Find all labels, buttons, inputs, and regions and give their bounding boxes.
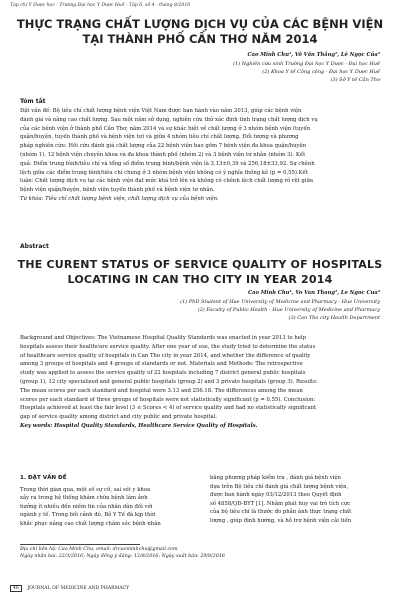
summary-line: của các bệnh viện ở thành phố Cần Thơ, năm 2014 và sự khác biệt về chất lượng ở 3 nhóm bệnh viện (tuyến: [20, 125, 311, 132]
title-vn-line: TẠI THÀNH PHỐ CẦN THƠ NĂM 2014: [82, 32, 318, 46]
footnote-contact: Địa chỉ liên hệ: Cao Minh Chu, email: drcaominhchu@gmail.com: [20, 547, 178, 552]
journal-name: JOURNAL OF MEDICINE AND PHARMACY: [27, 586, 130, 591]
summary-body: [20, 107, 388, 204]
summary-line: quận/huyện, tuyến thành phố và bệnh viện tư) và giữa 4 nhóm tiêu chí chất lượng. Đối tượng và phương: [20, 134, 299, 141]
body-line: xảy ra trong hệ thống khám chữa bệnh làm ảnh: [20, 495, 148, 502]
summary-line: luận: Chất lượng dịch vụ tại các bệnh viện đạt mức khá trở lên và không có chênh lệch chất lượng rõ rệt giữa: [20, 178, 314, 185]
footnotes: [20, 546, 225, 560]
summary-line: quả: Điểm trung bình/tiêu chí và tổng số điểm trung bình/bệnh viện là 3,13±0,39 và 256,18±33,92. Sự chênh: [20, 160, 315, 167]
title-en-line: LOCATING IN CAN THO CITY IN YEAR 2014: [67, 273, 333, 286]
section-heading: 1. ĐẶT VẤN ĐỀ: [20, 475, 67, 481]
abstract-line: Background and Objectives: The Vietnamese Hospital Quality Standards was enacted in year 2013 to help: [20, 335, 306, 341]
intro-column-right: [210, 474, 388, 526]
affiliation: (3) Can Tho city Health Department: [288, 315, 380, 321]
abstract-line: among 3 groups of hospitals and 4 groups of standards or not. Materials and Methods: The retrospective: [20, 361, 303, 368]
affiliation: (2) Khoa Y tế Công cộng - Đại học Y Dược Huế: [262, 69, 380, 75]
authors-en: Cao Minh Chu¹, Vo Van Thang², Le Ngoc Cua³: [247, 290, 380, 296]
affiliation: (2) Faculty of Public Health - Hue University of Medicine and Pharmacy: [197, 307, 380, 313]
affiliations-en: [180, 298, 380, 322]
summary-line: bệnh viện quận/huyện, bệnh viện tuyến thành phố và bệnh viện tư nhân.: [20, 187, 215, 194]
title-en-line: THE CURENT STATUS OF SERVICE QUALITY OF HOSPITALS: [17, 258, 383, 271]
abstract-line: (group 1), 12 city specialized and general public hospitals (group 2) and 3 private hospitals (group 3). Results:: [20, 378, 318, 385]
abstract-keywords: Key words: Hospital Quality Standards, Healthcare Service Quality of Hospitals.: [20, 422, 258, 429]
affiliation: (1) PhD Student of Hue University of Medicine and Pharmacy - Hue University: [180, 299, 380, 305]
summary-line: lệch giữa các điểm trung bình/tiêu chí chung ở 3 nhóm bệnh viện không có ý nghĩa thống kê (p = 0,55).Kết: [20, 169, 308, 176]
running-header: Tạp chí Y Dược học - Trường Đại học Y Dược Huế - Tập 6, số 4 - tháng 8/2016: [10, 3, 191, 8]
summary-heading: Tóm tắt: [20, 98, 46, 105]
body-line: Trong thời gian qua, một số sự cố, sai sót y khoa: [20, 486, 151, 493]
affiliation: (3) Sở Y tế Cần Thơ: [330, 77, 380, 83]
abstract-body: [20, 334, 388, 431]
abstract-heading: Abstract: [20, 243, 49, 250]
body-line: ngành y tế. Trong bối cảnh đó, Bộ Y Tế đã kịp thời: [20, 512, 156, 519]
affiliation: (1) Nghiên cứu sinh Trường Đại học Y Dược - Đại học Huế: [233, 61, 380, 67]
body-line: khắc phục nâng cao chất lượng chăm sóc bệnh nhân: [20, 520, 161, 527]
page-number: 46: [10, 585, 22, 592]
abstract-line: gap of service quality among district and city public and private hospital.: [20, 414, 218, 421]
summary-keywords: Từ khóa: Tiêu chí chất lượng bệnh viện, chất lượng dịch vụ của bệnh viện.: [20, 195, 219, 202]
abstract-line: hospitals assess their healthcare service quality. After one year of use, the study tried to determine the status: [20, 343, 316, 350]
summary-line: đánh giá và nâng cao chất lượng. Sau một năm sử dụng, nghiên cứu thử xác định tình trạng chất lượng dịch vụ: [20, 116, 318, 123]
article-title-en: [0, 257, 400, 287]
body-line: được ban hành ngày 03/12/2013 theo Quyết định: [210, 492, 342, 499]
intro-column-left: [20, 474, 198, 529]
footnote-dates: Ngày nhận bài: 22/3/2016; Ngày đồng ý đăng: 12/8/2016; Ngày xuất bản: 29/8/2016: [20, 554, 225, 559]
body-line: hưởng ít nhiều đến niềm tin của nhân dân đối với: [20, 503, 153, 510]
abstract-line: of healthcare service quality of hospitals in Can Tho city in year 2014, and whether the difference of quality: [20, 352, 311, 359]
summary-line: Đặt vấn đề: Bộ tiêu chí chất lượng bệnh viện Việt Nam được ban hành vào năm 2013, giúp các bệnh viện: [20, 108, 302, 114]
affiliations-vn: [233, 60, 380, 84]
title-vn-line: THỰC TRẠNG CHẤT LƯỢNG DỊCH VỤ CỦA CÁC BỆNH VIỆN: [16, 17, 384, 31]
body-line: bằng phương pháp kiểm tra , đánh giá bệnh viện: [210, 475, 341, 481]
body-line: dựa trên Bộ tiêu chí đánh giá chất lượng bệnh viện,: [210, 483, 349, 490]
article-title-vn: [0, 17, 400, 47]
abstract-line: Hospitals achieved at least the fair level (3 ≤ Scores < 4) of service quality and had no statistically significant: [20, 405, 317, 412]
page-footer: [10, 586, 129, 591]
body-line: của bộ tiêu chí là thước đo phản ánh thực trạng chất: [210, 509, 352, 516]
body-line: số 4858/QĐ-BYT [1]. Nhằm phát huy vai trò tích cực: [210, 500, 351, 507]
body-line: lượng , giúp định hướng, và hỗ trợ bệnh viện cải tiến: [210, 517, 352, 524]
abstract-line: The mean scores per each standard and hospital were 3.13 and 256.18. The differences among the mean: [20, 387, 303, 394]
abstract-line: scores per each standard of three groups of hospitals were not statistically significant (p = 0.55). Conclusion:: [20, 396, 316, 403]
summary-line: (nhóm 1), 12 bệnh viện chuyên khoa và đa khoa thành phố (nhóm 2) và 3 bệnh viện tư nhân (nhóm 3). Kết: [20, 151, 306, 158]
abstract-line: study was applied to assess the service quality of 22 hospitals including 7 district general public hospitals: [20, 370, 306, 377]
summary-line: pháp nghiên cứu: Hồi cứu đánh giá chất lượng của 22 bệnh viện bao gồm 7 bệnh viện đa khoa quận/huyện: [20, 143, 307, 150]
authors-vn: Cao Minh Chu¹, Võ Văn Thắng², Lê Ngọc Của³: [247, 52, 380, 58]
footnote-divider: [20, 544, 140, 545]
